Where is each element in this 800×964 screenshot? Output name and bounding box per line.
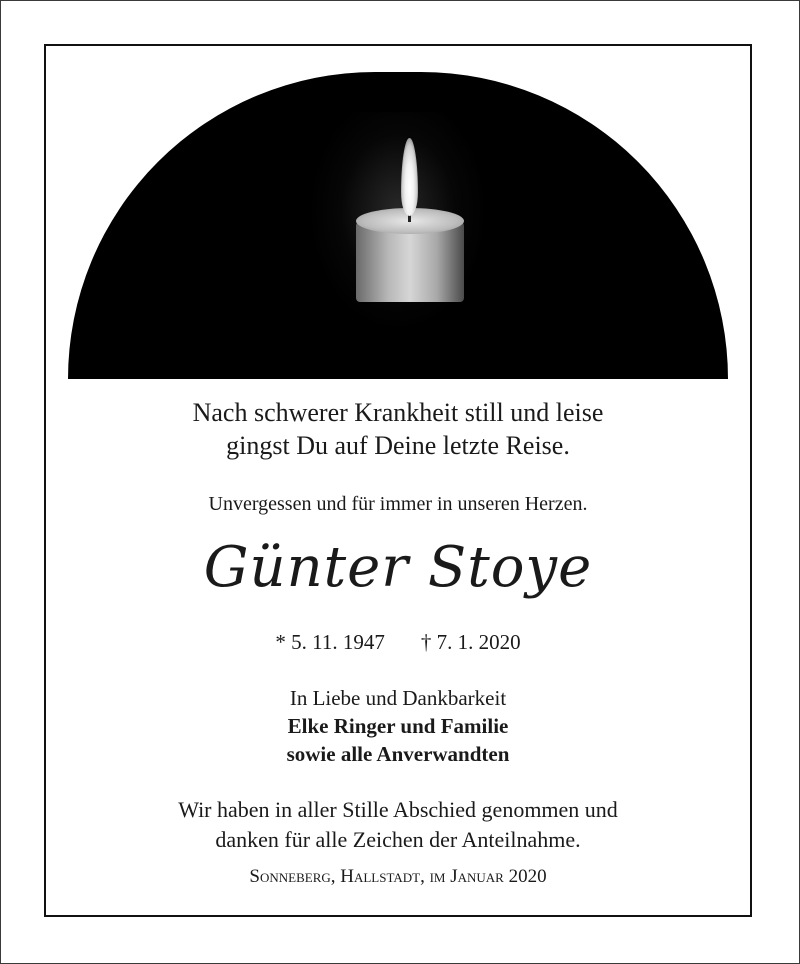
mourners-family: Elke Ringer und Familie [287,714,509,738]
thanks-line-1: Wir haben in aller Stille Abschied genommen und [178,797,618,822]
mourners-relatives: sowie alle Anverwandten [286,742,510,766]
verse [44,396,752,462]
verse-line-2: gingst Du auf Deine letzte Reise. [226,431,570,460]
life-dates [44,628,752,656]
thanks [44,795,752,855]
mourners [44,684,752,768]
death-date: † 7. 1. 2020 [420,630,521,654]
mourners-intro: In Liebe und Dankbarkeit [289,686,507,710]
place-and-date: Sonneberg, Hallstadt, im Januar 2020 [249,866,547,887]
deceased-name: Günter Stoye [203,535,593,600]
thanks-line-2: danken für alle Zeichen der Anteilnahme. [215,827,581,852]
birth-date: * 5. 11. 1947 [275,630,385,654]
verse-line-1: Nach schwerer Krankheit still und leise [192,398,604,427]
remember-line: Unvergessen und für immer in unseren Herzen. [208,493,588,515]
